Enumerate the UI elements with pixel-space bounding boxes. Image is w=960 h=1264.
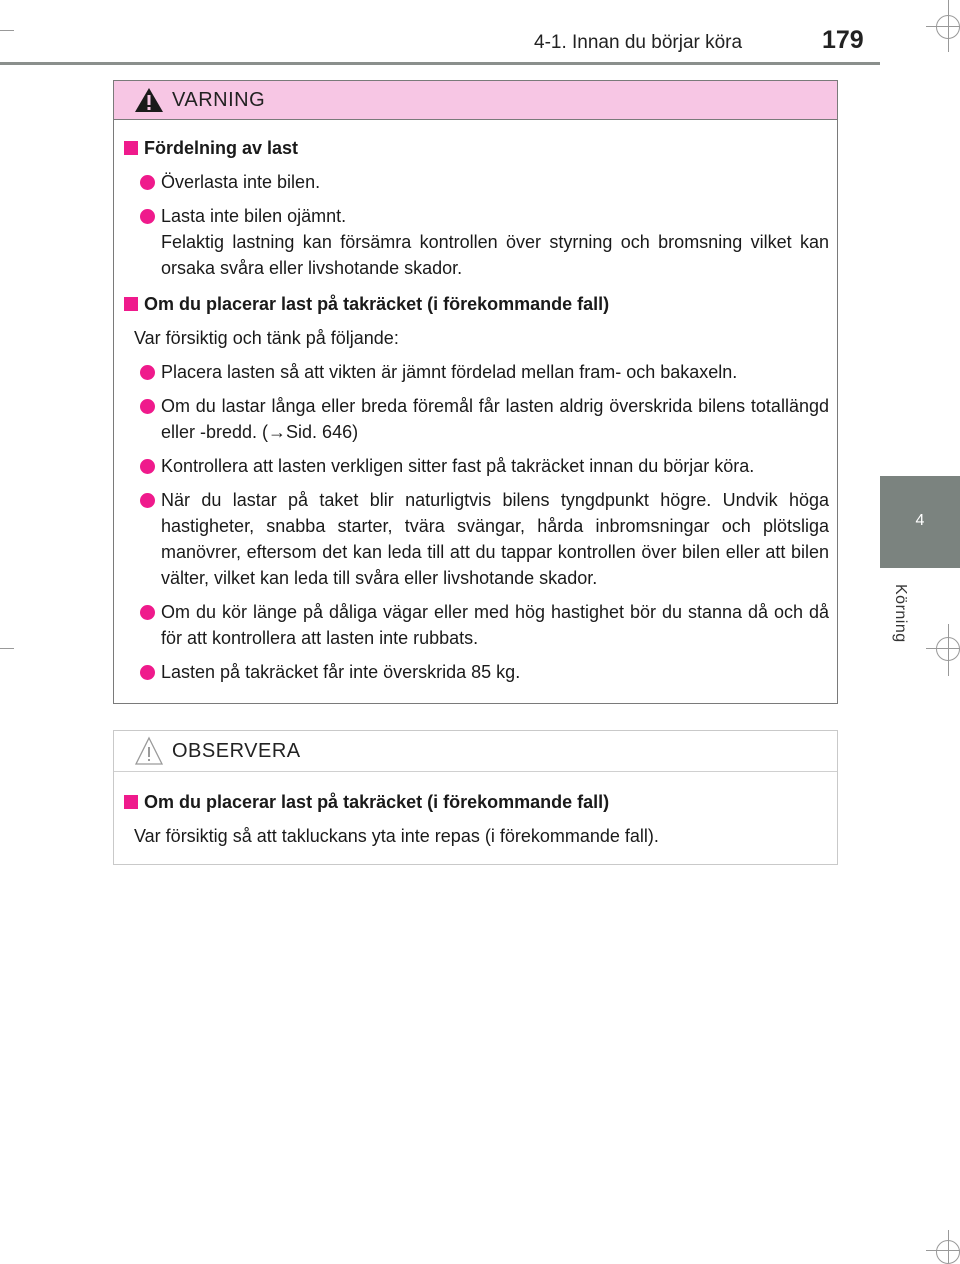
section-heading (124, 291, 829, 317)
section-heading-text: Om du placerar last på takräcket (i förekommande fall) (144, 294, 610, 314)
warning-title: VARNING (172, 89, 266, 111)
section-heading-text: Om du placerar last på takräcket (i förekommande fall) (144, 792, 610, 812)
crop-mark-circle (936, 15, 960, 39)
chapter-tab (880, 476, 960, 568)
round-bullet-icon (140, 493, 155, 508)
warning-triangle-icon (134, 87, 164, 113)
section-intro: Var försiktig och tänk på följande: (134, 328, 399, 348)
round-bullet-icon (140, 175, 155, 190)
round-bullet-icon (140, 399, 155, 414)
round-bullet-icon (140, 665, 155, 680)
notice-box (113, 730, 838, 865)
chapter-number: 4 (915, 512, 925, 529)
crop-mark (0, 30, 14, 31)
warning-box (113, 80, 838, 704)
list-item (140, 453, 829, 479)
section-heading (124, 135, 829, 161)
section-heading (124, 789, 829, 815)
round-bullet-icon (140, 209, 155, 224)
square-bullet-icon (124, 141, 138, 155)
notice-content (124, 789, 829, 849)
page-number: 179 (822, 26, 864, 54)
notice-title: OBSERVERA (172, 740, 301, 762)
notice-header (114, 731, 837, 772)
crop-mark-circle (936, 1240, 960, 1264)
caution-triangle-icon (134, 736, 164, 766)
list-item (140, 359, 829, 385)
header-rule (0, 62, 880, 65)
list-item (140, 599, 829, 651)
round-bullet-icon (140, 365, 155, 380)
round-bullet-icon (140, 605, 155, 620)
list-item (140, 487, 829, 591)
section-title: 4-1. Innan du börjar köra (534, 32, 743, 53)
list-item (140, 393, 829, 445)
square-bullet-icon (124, 795, 138, 809)
list-item-text: Om du lastar långa eller breda föremål får lasten aldrig överskrida bilens totallängd eller -bredd. (→Sid. 646) (161, 396, 829, 442)
warning-content (124, 135, 829, 685)
chapter-label: Körning (892, 584, 909, 643)
crop-mark (0, 648, 14, 649)
list-item-text: Om du kör länge på dåliga vägar eller med hög hastighet bör du stanna då och då för att kontrollera att lasten inte rubbats. (161, 602, 829, 648)
warning-header (114, 81, 837, 120)
list-item (140, 203, 829, 281)
notice-text: Var försiktig så att takluckans yta inte repas (i förekommande fall). (134, 826, 659, 846)
round-bullet-icon (140, 459, 155, 474)
section-heading-text: Fördelning av last (144, 138, 299, 158)
list-item (140, 659, 829, 685)
list-item-text: Överlasta inte bilen. (161, 172, 321, 192)
crop-mark-circle (936, 637, 960, 661)
list-item-text: Kontrollera att lasten verkligen sitter fast på takräcket innan du börjar köra. (161, 456, 755, 476)
list-item-text: När du lastar på taket blir naturligtvis bilens tyngdpunkt högre. Undvik höga hastigheter, snabba starter, tvära svängar, hårda inbromsningar och plötsliga manövrer, eftersom det kan leda till att du tappar kontrollen över bilen eller att bilen välter, vilket kan leda till svåra eller livshotande skador. (161, 490, 829, 588)
list-item (140, 169, 829, 195)
list-item-text: Placera lasten så att vikten är jämnt fördelad mellan fram- och bakaxeln. (161, 362, 738, 382)
list-item-text: Lasten på takräcket får inte överskrida 85 kg. (161, 662, 521, 682)
square-bullet-icon (124, 297, 138, 311)
list-item-text: Lasta inte bilen ojämnt. Felaktig lastning kan försämra kontrollen över styrning och bromsning vilket kan orsaka svåra eller livshotande skador. (161, 206, 829, 278)
